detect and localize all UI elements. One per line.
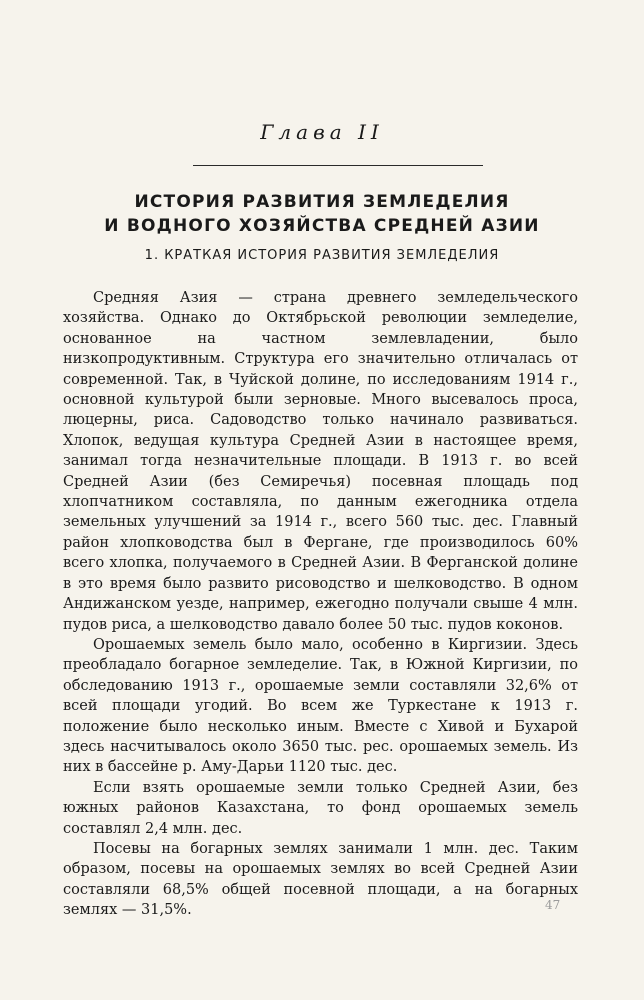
body-text — [63, 288, 578, 921]
section-heading: 1. КРАТКАЯ ИСТОРИЯ РАЗВИТИЯ ЗЕМЛЕДЕЛИЯ — [144, 248, 500, 263]
chapter-title-line-1: ИСТОРИЯ РАЗВИТИЯ ЗЕМЛЕДЕЛИЯ — [134, 192, 510, 212]
chapter-label: Глава II — [260, 120, 384, 144]
chapter-title-line-2: И ВОДНОГО ХОЗЯЙСТВА СРЕДНЕЙ АЗИИ — [104, 216, 540, 236]
paragraph: Орошаемых земель было мало, особенно в Киргизии. Здесь преобладало богарное земледелие. Так, в Южной Киргизии, по обследованию 1913 г., орошаемые земли составляли 32,6% от всей площади угодий. Во всем же Туркестане к 1913 г. положение было несколько иным. Вместе с Хивой и Бухарой здесь насчитывалось около 3650 тыс. рес. орошаемых земель. Из них в бассейне р. Аму-Дарьи 1120 тыс. дес. — [63, 636, 578, 776]
paragraph: Средняя Азия — страна древнего земледельческого хозяйства. Однако до Октябрьской революции земледелие, основанное на частном землевладении, было низкопродуктивным. Структура его значительно отличалась от современной. Так, в Чуйской долине, по исследованиям 1914 г., основной культурой были зерновые. Много высевалось проса, люцерны, риса. Садоводство только начинало развиваться. Хлопок, ведущая культура Средней Азии в настоящее время, занимал тогда незначительные площади. В 1913 г. во всей Средней Азии (без Семиречья) посевная площадь под хлопчатником составляла, по данным ежегодника отдела земельных улучшений за 1914 г., всего 560 тыс. дес. Главный район хлопководства был в Фергане, где производилось 60% всего хлопка, получаемого в Средней Азии. В Ферганской долине в это время было развито рисоводство и шелководство. В одном Андижанском уезде, например, ежегодно получали свыше 4 млн. пудов риса, а шелководство давало более 50 тыс. пудов коконов. — [63, 290, 578, 633]
chapter-divider — [193, 165, 483, 166]
page-number: 47 — [545, 898, 561, 912]
paragraph: Если взять орошаемые земли только Средней Азии, без южных районов Казахстана, то фонд орошаемых земель составлял 2,4 млн. дес. — [63, 779, 578, 837]
paragraph: Посевы на богарных землях занимали 1 млн. дес. Таким образом, посевы на орошаемых землях во всей Средней Азии составляли 68,5% общей посевной площади, а на богарных землях — 31,5%. — [63, 840, 578, 919]
chapter-title — [0, 190, 644, 238]
